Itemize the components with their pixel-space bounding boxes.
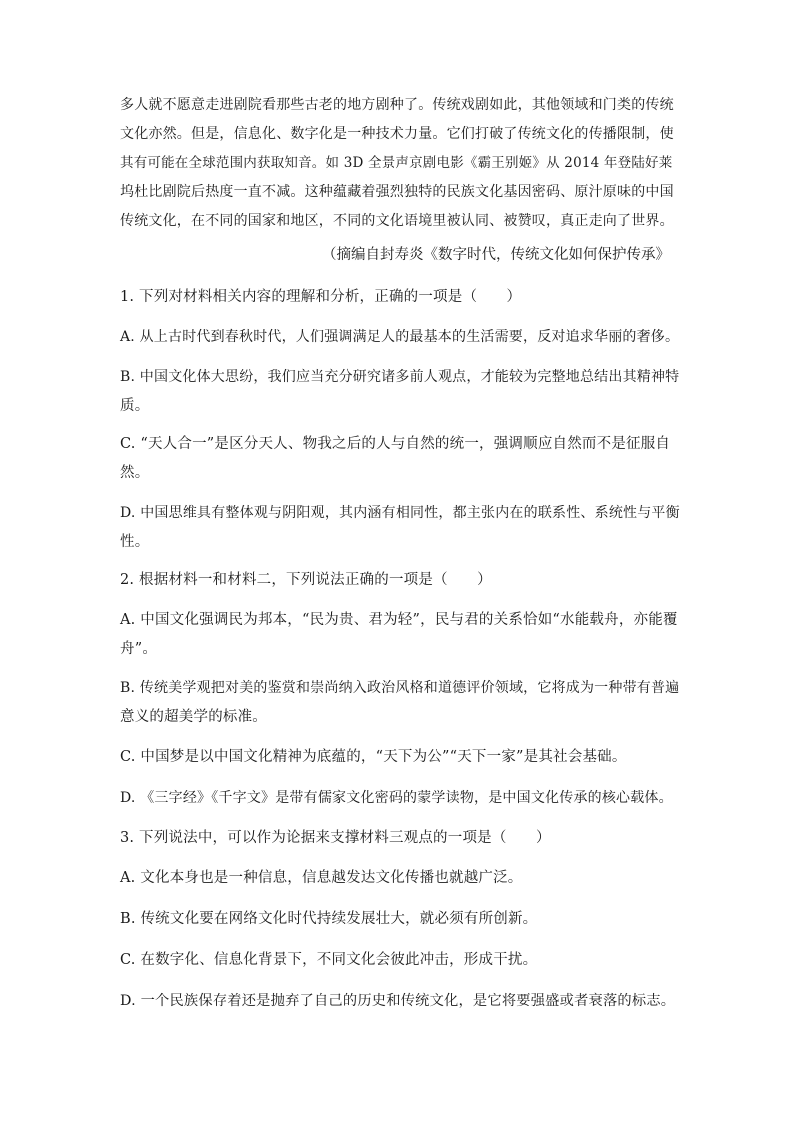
q3-option-d: D. 一个民族保存着还是抛弃了自己的历史和传统文化，是它将要强盛或者衰落的标志。	[120, 993, 676, 1009]
question-1-stem: 1. 下列对材料相关内容的理解和分析，正确的一项是（ ）	[120, 289, 522, 305]
q2-option-b: B. 传统美学观把对美的鉴赏和崇尚纳入政治风格和道德评价领域，它将成为一种带有普遍	[120, 680, 680, 696]
passage-source: （摘编自封寿炎《数字时代，传统文化如何保护传承》	[322, 247, 670, 263]
q1-option-c-cont: 然。	[120, 465, 150, 481]
q1-option-a: A. 从上古时代到春秋时代，人们强调满足人的最基本的生活需要，反对追求华丽的奢侈。	[120, 329, 680, 345]
passage-line: 多人就不愿意走进剧院看那些古老的地方剧种了。传统戏剧如此，其他领域和门类的传统	[120, 97, 674, 113]
q1-option-d: D. 中国思维具有整体观与阴阳观，其内涵有相同性，都主张内在的联系性、系统性与平衡	[120, 505, 680, 521]
passage-line: 坞杜比剧院后热度一直不减。这种蕴藏着强烈独特的民族文化基因密码、原汁原味的中国	[120, 184, 674, 200]
passage-line: 文化亦然。但是，信息化、数字化是一种技术力量。它们打破了传统文化的传播限制，使	[120, 126, 674, 142]
q2-option-c: C. 中国梦是以中国文化精神为底蕴的，“天下为公”“天下一家”是其社会基础。	[120, 749, 627, 765]
passage-line: 其有可能在全球范围内获取知音。如 3D 全景声京剧电影《霸王别姬》从 2014 年登陆好莱	[120, 155, 673, 171]
q3-option-a: A. 文化本身也是一种信息，信息越发达文化传播也就越广泛。	[120, 870, 523, 886]
q2-option-b-cont: 意义的超美学的标准。	[120, 709, 267, 725]
q2-option-a-cont: 舟”。	[120, 641, 158, 657]
q1-option-b-cont: 质。	[120, 398, 150, 414]
q3-option-c: C. 在数字化、信息化背景下，不同文化会彼此冲击，形成干扰。	[120, 952, 538, 968]
passage-line: 传统文化，在不同的国家和地区，不同的文化语境里被认同、被赞叹，真正走向了世界。	[120, 213, 674, 229]
question-3-stem: 3. 下列说法中，可以作为论据来支撑材料三观点的一项是（ ）	[120, 830, 551, 846]
q1-option-b: B. 中国文化体大思纷，我们应当充分研究诸多前人观点，才能较为完整地总结出其精神特	[120, 369, 680, 385]
question-2-stem: 2. 根据材料一和材料二，下列说法正确的一项是（ ）	[120, 572, 492, 588]
q2-option-d: D. 《三字经》《千字文》是带有儒家文化密码的蒙学读物，是中国文化传承的核心载体。	[120, 790, 673, 806]
q1-option-d-cont: 性。	[120, 534, 150, 550]
q2-option-a: A. 中国文化强调民为邦本，“民为贵、君为轻”，民与君的关系恰如“水能载舟，亦能覆	[120, 612, 678, 628]
q1-option-c: C. “天人合一”是区分天人、物我之后的人与自然的统一，强调顺应自然而不是征服自	[120, 436, 671, 452]
q3-option-b: B. 传统文化要在网络文化时代持续发展壮大，就必须有所创新。	[120, 911, 538, 927]
